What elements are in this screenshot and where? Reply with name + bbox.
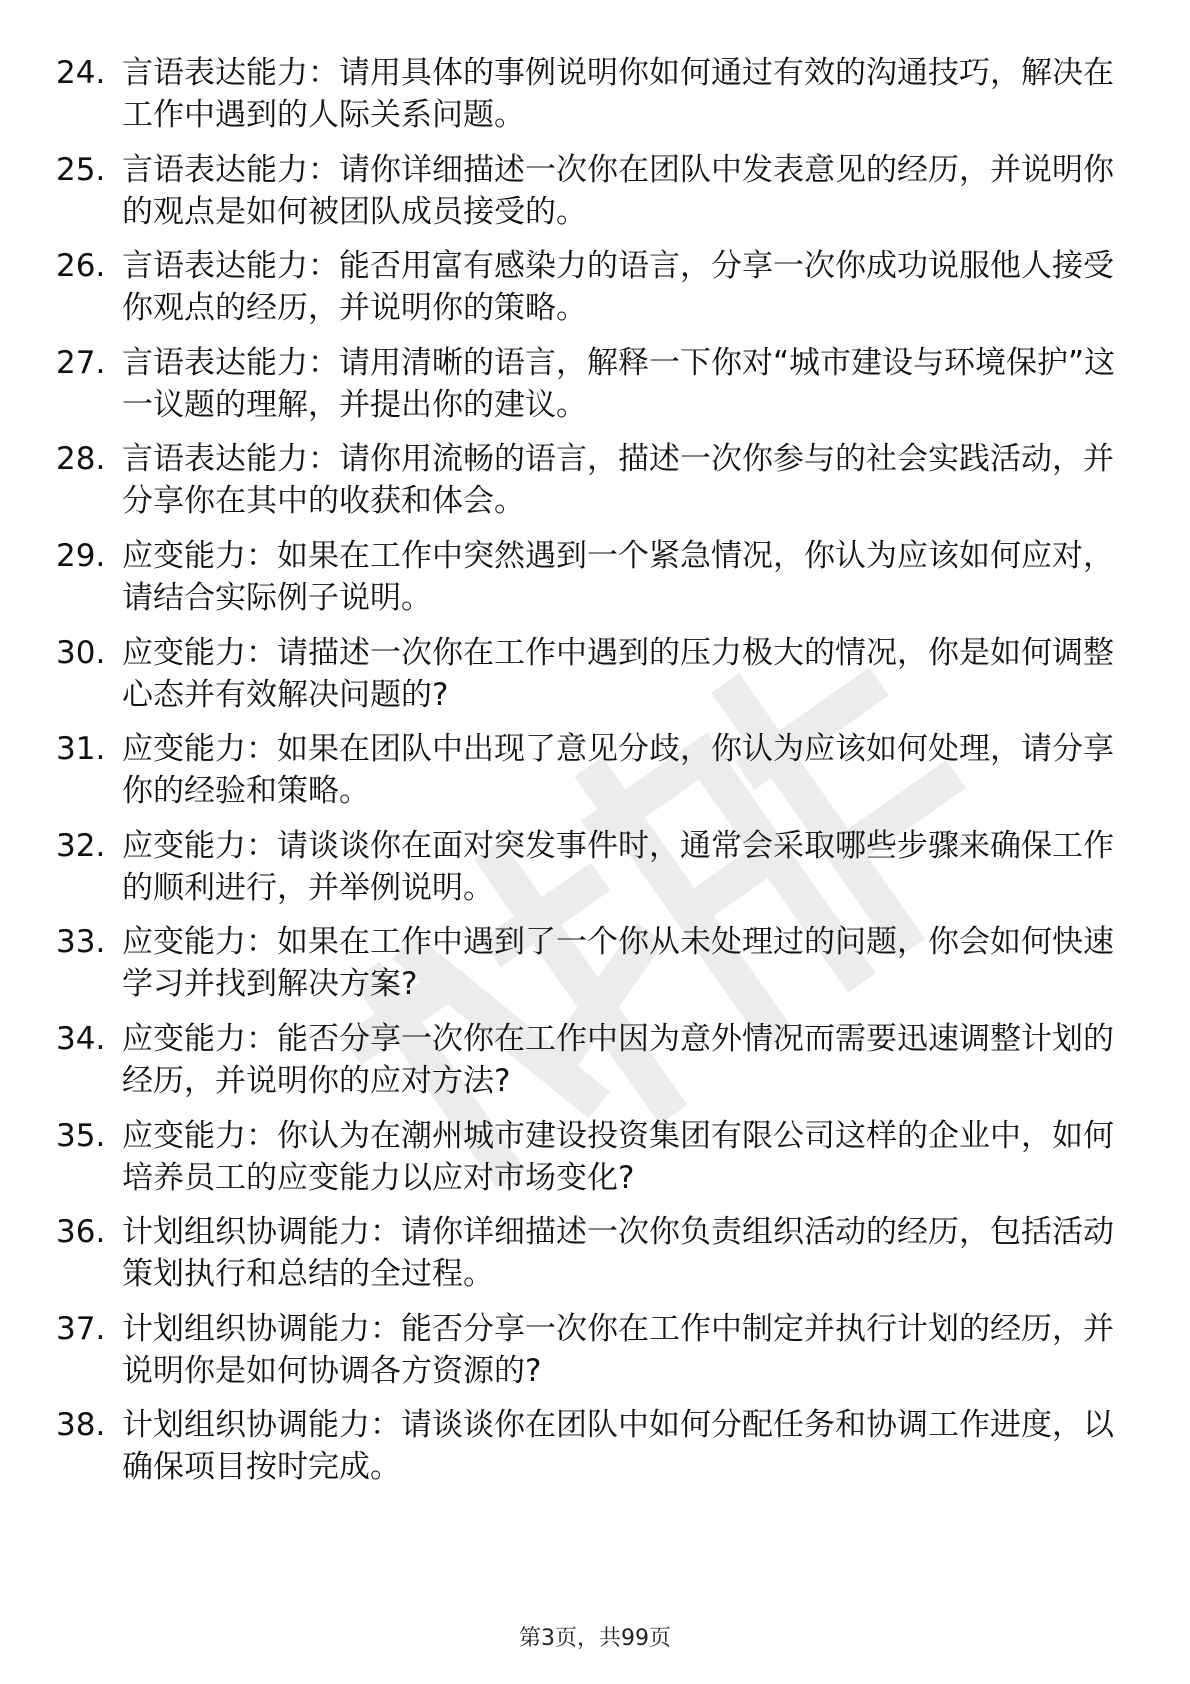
question-text: 应变能力：请描述一次你在工作中遇到的压力极大的情况，你是如何调整心态并有效解决问题的? xyxy=(122,634,1114,713)
question-text: 应变能力：如果在团队中出现了意见分歧，你认为应该如何处理，请分享你的经验和策略。 xyxy=(122,731,1114,810)
list-item xyxy=(56,52,1136,149)
list-item xyxy=(56,1308,1136,1405)
question-text: 应变能力：能否分享一次你在工作中因为意外情况而需要迅速调整计划的经历，并说明你的应对方法? xyxy=(122,1020,1114,1099)
list-item xyxy=(56,632,1136,729)
list-item xyxy=(56,535,1136,632)
list-item xyxy=(56,1211,1136,1308)
question-number: 38. xyxy=(56,1407,106,1444)
question-number: 37. xyxy=(56,1310,106,1347)
list-item xyxy=(56,438,1136,535)
question-number: 31. xyxy=(56,731,106,768)
list-item xyxy=(56,921,1136,1018)
question-text: 计划组织协调能力：能否分享一次你在工作中制定并执行计划的经历，并说明你是如何协调各方资源的? xyxy=(122,1310,1114,1389)
question-number: 27. xyxy=(56,344,106,381)
question-number: 29. xyxy=(56,537,106,574)
list-item xyxy=(56,245,1136,342)
question-text: 计划组织协调能力：请谈谈你在团队中如何分配任务和协调工作进度，以确保项目按时完成。 xyxy=(122,1407,1114,1486)
list-item xyxy=(56,1404,1136,1501)
question-text: 言语表达能力：请你详细描述一次你在团队中发表意见的经历，并说明你的观点是如何被团队成员接受的。 xyxy=(122,151,1114,230)
question-text: 计划组织协调能力：请你详细描述一次你负责组织活动的经历，包括活动策划执行和总结的全过程。 xyxy=(122,1214,1114,1293)
list-item xyxy=(56,825,1136,922)
question-list xyxy=(56,52,1136,1501)
question-text: 言语表达能力：请用具体的事例说明你如何通过有效的沟通技巧，解决在工作中遇到的人际关系问题。 xyxy=(122,55,1114,133)
question-text: 应变能力：如果在工作中突然遇到一个紧急情况，你认为应该如何应对，请结合实际例子说明。 xyxy=(122,537,1114,616)
question-text: 言语表达能力：请用清晰的语言，解释一下你对“城市建设与环境保护”这一议题的理解，并提出你的建议。 xyxy=(122,344,1116,423)
question-text: 应变能力：如果在工作中遇到了一个你从未处理过的问题，你会如何快速学习并找到解决方案? xyxy=(122,924,1114,1003)
question-text: 言语表达能力：请你用流畅的语言，描述一次你参与的社会实践活动，并分享你在其中的收获和体会。 xyxy=(122,441,1114,520)
question-number: 24. xyxy=(56,55,106,91)
list-item xyxy=(56,1115,1136,1212)
question-text: 言语表达能力：能否用富有感染力的语言，分享一次你成功说服他人接受你观点的经历，并说明你的策略。 xyxy=(122,248,1114,327)
question-text: 应变能力：请谈谈你在面对突发事件时，通常会采取哪些步骤来确保工作的顺利进行，并举例说明。 xyxy=(122,827,1114,906)
question-number: 36. xyxy=(56,1214,106,1251)
list-item xyxy=(56,149,1136,246)
question-text: 应变能力：你认为在潮州城市建设投资集团有限公司这样的企业中，如何培养员工的应变能力以应对市场变化? xyxy=(122,1117,1114,1196)
question-number: 34. xyxy=(56,1020,106,1057)
list-item xyxy=(56,728,1136,825)
question-number: 35. xyxy=(56,1117,106,1154)
list-item xyxy=(56,342,1136,439)
question-number: 32. xyxy=(56,827,106,864)
question-number: 26. xyxy=(56,248,106,285)
question-number: 33. xyxy=(56,924,106,961)
list-item xyxy=(56,1018,1136,1115)
question-number: 28. xyxy=(56,441,106,478)
question-number: 25. xyxy=(56,151,106,188)
question-number: 30. xyxy=(56,634,106,671)
page-number-footer: 第3页，共99页 xyxy=(519,1626,671,1651)
